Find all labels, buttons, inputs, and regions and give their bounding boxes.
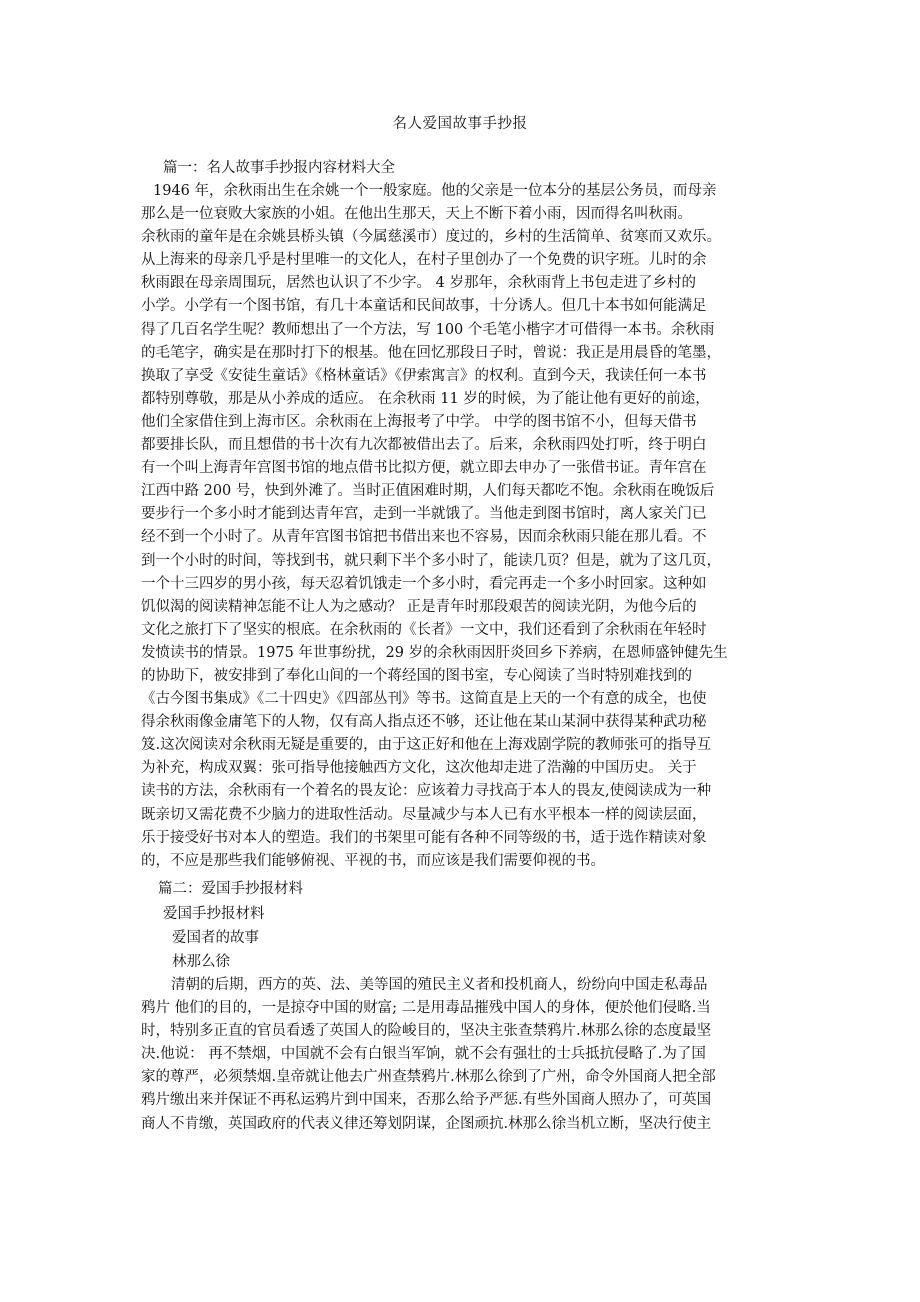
text-line: 得了几百名学生呢？教师想出了一个方法，写 100 个毛笔小楷字才可借得一本书。余秋雨 xyxy=(141,321,715,338)
text-line: 那么是一位衰败大家族的小姐。在他出生那天，天上不断下着小雨，因而得名叫秋雨。 xyxy=(141,206,692,223)
text-line: 既亲切又需花费不少脑力的进取性活动。尽量减少与本人已有水平根本一样的阅读层面， xyxy=(141,806,707,823)
text-line: 换取了享受《安徒生童话》《格林童话》《伊索寓言》的权利。直到今天，我读任何一本书 xyxy=(141,367,707,384)
text-line: 一个十三四岁的男小孩，每天忍着饥饿走一个多小时，看完再走一个多小时回家。这种如 xyxy=(141,575,707,592)
text-line: 余秋雨的童年是在余姚县桥头镇（今属慈溪市）度过的，乡村的生活简单、贫寒而又欢乐。 xyxy=(141,229,721,246)
text-line: 商人不肯缴，英国政府的代表义律还筹划阴谋，企图顽抗.林那么徐当机立断，坚决行使主 xyxy=(141,1115,712,1132)
section2-heading: 篇二：爱国手抄报材料 xyxy=(158,881,303,897)
text-line: 饥似渴的阅读精神怎能不让人为之感动？ 正是青年时那段艰苦的阅读光阴，为他今后的 xyxy=(141,598,697,615)
text-line: 有一个叫上海青年宫图书馆的地点借书比拟方便，就立即去申办了一张借书证。青年宫在 xyxy=(141,460,707,477)
text-line: 鸦片缴出来并保证不再私运鸦片到中国来，否那么给予严惩.有些外国商人照办了，可英国 xyxy=(141,1092,712,1109)
text-line: 到一个小时的时间，等找到书，就只剩下半个多小时了，能读几页？但是，就为了这几页， xyxy=(141,552,721,569)
text-line: 乐于接受好书对本人的塑造。我们的书架里可能有各种不同等级的书，适于选作精读对象 xyxy=(141,829,707,846)
text-line: 都特别尊敬，那是从小养成的适应。 在余秋雨 11 岁的时候，为了能让他有更好的前途， xyxy=(141,390,710,407)
text-line: 读书的方法，余秋雨有一个着名的畏友论：应该着力寻找高于本人的畏友,使阅读成为一种 xyxy=(141,783,712,800)
text-line: 清朝的后期，西方的英、法、美等国的殖民主义者和投机商人，纷纷向中国走私毒品 xyxy=(171,977,708,993)
text-line: 要步行一个多小时才能到达青年宫，走到一半就饿了。当他走到图书馆时，离人家关门已 xyxy=(141,506,707,523)
section2-body xyxy=(141,974,783,1136)
text-line: 经不到一个小时了。从青年宫图书馆把书借出来也不容易，因而余秋雨只能在那儿看。不 xyxy=(141,529,707,546)
text-line: 发愤读书的情景。1975 年世事纷扰，29 岁的余秋雨因肝炎回乡下养病，在恩师盛钟健先生 xyxy=(141,644,728,661)
text-line: 小学。小学有一个图书馆，有几十本童话和民间故事，十分诱人。但几十本书如何能满足 xyxy=(141,298,707,315)
text-line: 家的尊严，必须禁烟.皇帝就让他去广州查禁鸦片.林那么徐到了广州，命令外国商人把全部 xyxy=(141,1069,716,1086)
text-line: 笈.这次阅读对余秋雨无疑是重要的，由于这正好和他在上海戏剧学院的教师张可的指导互 xyxy=(141,737,712,754)
text-line: 他们全家借住到上海市区。余秋雨在上海报考了中学。 中学的图书馆不小，但每天借书 xyxy=(141,413,697,430)
story-person: 林那么徐 xyxy=(172,954,230,970)
story-title: 爱国者的故事 xyxy=(172,930,259,946)
text-line: 鸦片 他们的目的，一是掠夺中国的财富; 二是用毒品摧残中国人的身体，便於他们侵略.当 xyxy=(141,1000,711,1017)
text-line: 为补充，构成双翼：张可指导他接触西方文化，这次他却走进了浩瀚的中国历史。 关于 xyxy=(141,760,697,777)
section2-subheading: 爱国手抄报材料 xyxy=(163,906,265,922)
section1-heading: 篇一：名人故事手抄报内容材料大全 xyxy=(163,160,395,176)
text-line: 的毛笔字，确实是在那时打下的根基。他在回忆那段日子时，曾说：我正是用晨昏的笔墨， xyxy=(141,344,721,361)
text-line: 的，不应是那些我们能够俯视、平视的书，而应该是我们需要仰视的书。 xyxy=(141,852,605,869)
text-line: 秋雨跟在母亲周围玩，居然也认识了不少字。 4 岁那年，余秋雨背上书包走进了乡村的 xyxy=(141,275,696,292)
page-title: 名人爱国故事手抄报 xyxy=(392,116,528,132)
text-line: 决.他说： 再不禁烟，中国就不会有白银当军饷，就不会有强壮的士兵抵抗侵略了.为了国 xyxy=(141,1046,706,1063)
text-line: 江西中路 200 号，快到外滩了。当时正值困难时期，人们每天都吃不饱。余秋雨在晚饭后 xyxy=(141,483,715,500)
text-line: 时，特别多正直的官员看透了英国人的险峻目的，坚决主张查禁鸦片.林那么徐的态度最坚 xyxy=(141,1023,712,1040)
text-line: 从上海来的母亲几乎是村里唯一的文化人，在村子里创办了一个免费的识字班。儿时的余 xyxy=(141,252,707,269)
text-line: 《古今图书集成》《二十四史》《四部丛刊》等书。这简直是上天的一个有意的成全，也使 xyxy=(141,691,707,708)
text-line: 1946 年，余秋雨出生在余姚一个一般家庭。他的父亲是一位本分的基层公务员，而母亲 xyxy=(153,183,717,199)
text-line: 的协助下，被安排到了奉化山间的一个蒋经国的图书室，专心阅读了当时特别难找到的 xyxy=(141,667,692,684)
text-line: 都要排长队，而且想借的书十次有九次都被借出去了。后来，余秋雨四处打听，终于明白 xyxy=(141,437,707,454)
text-line: 得余秋雨像金庸笔下的人物，仅有高人指点还不够，还让他在某山某洞中获得某种武功秘 xyxy=(141,714,707,731)
section1-body xyxy=(141,180,783,873)
text-line: 文化之旅打下了坚实的根底。在余秋雨的《长者》一文中，我们还看到了余秋雨在年轻时 xyxy=(141,621,707,638)
